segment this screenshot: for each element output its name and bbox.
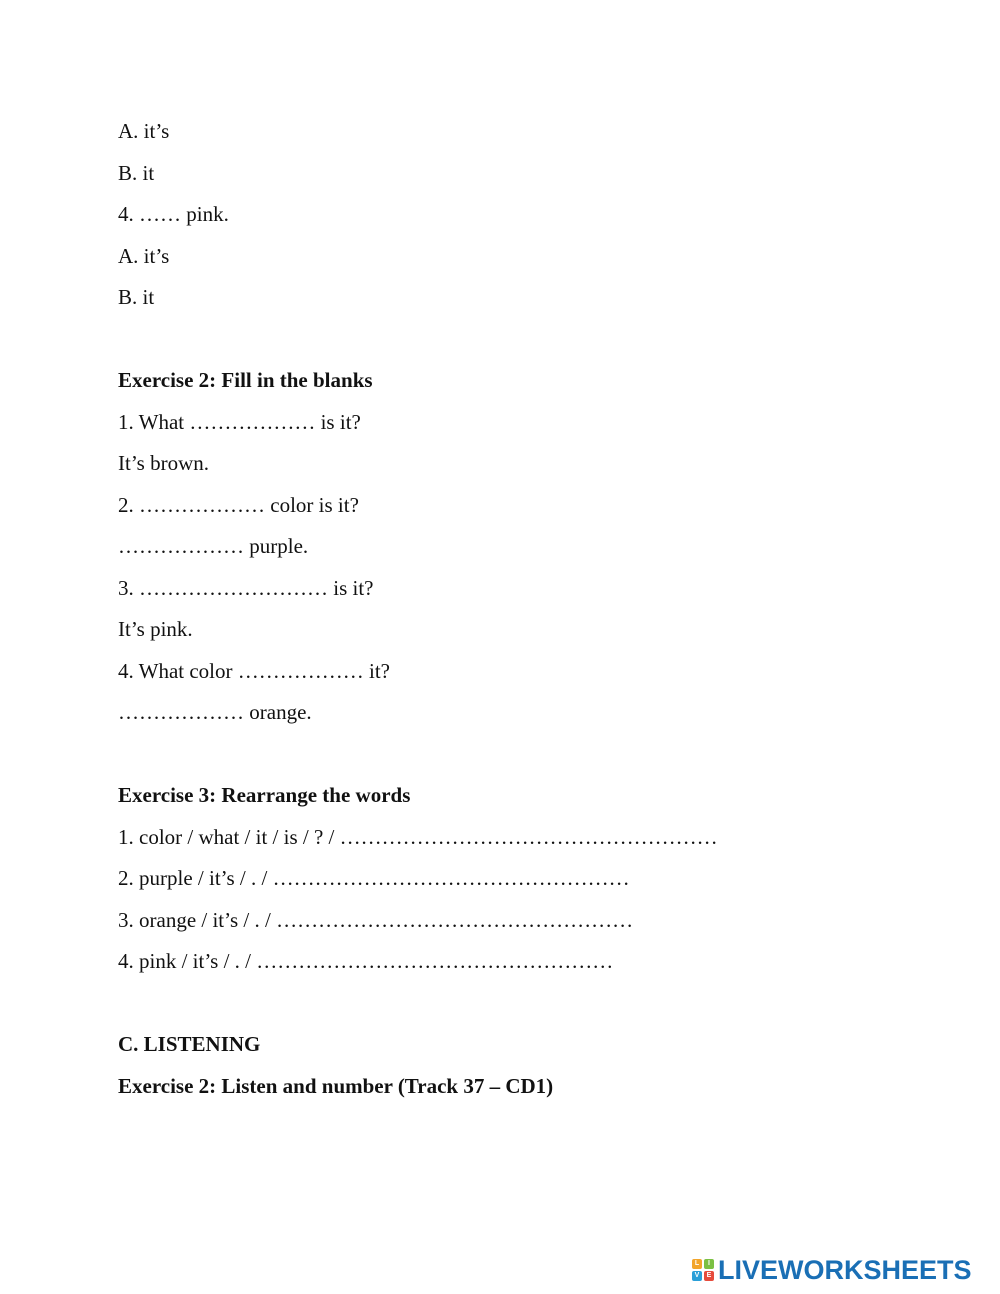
option-a-it-s: A. it’s [118,244,170,268]
exercise-2-heading: Exercise 2: Fill in the blanks [118,368,373,392]
fill-question-3: 3. ……………………… is it? [118,576,374,600]
listening-exercise-2-heading: Exercise 2: Listen and number (Track 37 – CD1) [118,1074,554,1098]
logo-tile: V [692,1271,702,1281]
option-b-it: B. it [118,285,155,309]
exercise-3-heading: Exercise 3: Rearrange the words [118,783,411,807]
fill-answer-3: It’s pink. [118,617,193,641]
option-b-it: B. it [118,161,155,185]
option-a-it-s: A. it’s [118,119,170,143]
rearrange-item-1: 1. color / what / it / is / ? / ……………………………………………… [118,825,718,849]
question-4-pink: 4. …… pink. [118,202,229,226]
liveworksheets-logo [692,1256,972,1284]
section-c-listening-heading: C. LISTENING [118,1032,261,1056]
fill-answer-2: ……………… purple. [118,534,309,558]
rearrange-item-4: 4. pink / it’s / . / …………………………………………… [118,949,614,973]
fill-answer-4: ……………… orange. [118,700,312,724]
fill-answer-1: It’s brown. [118,451,209,475]
logo-wordmark: LIVEWORKSHEETS [718,1255,972,1285]
rearrange-item-2: 2. purple / it’s / . / …………………………………………… [118,866,630,890]
rearrange-item-3: 3. orange / it’s / . / …………………………………………… [118,908,634,932]
fill-question-4: 4. What color ……………… it? [118,659,390,683]
logo-tiles-icon [692,1259,714,1281]
fill-question-1: 1. What ……………… is it? [118,410,361,434]
logo-tile: E [704,1271,714,1281]
logo-tile: I [704,1259,714,1269]
fill-question-2: 2. ……………… color is it? [118,493,359,517]
logo-tile: L [692,1259,702,1269]
